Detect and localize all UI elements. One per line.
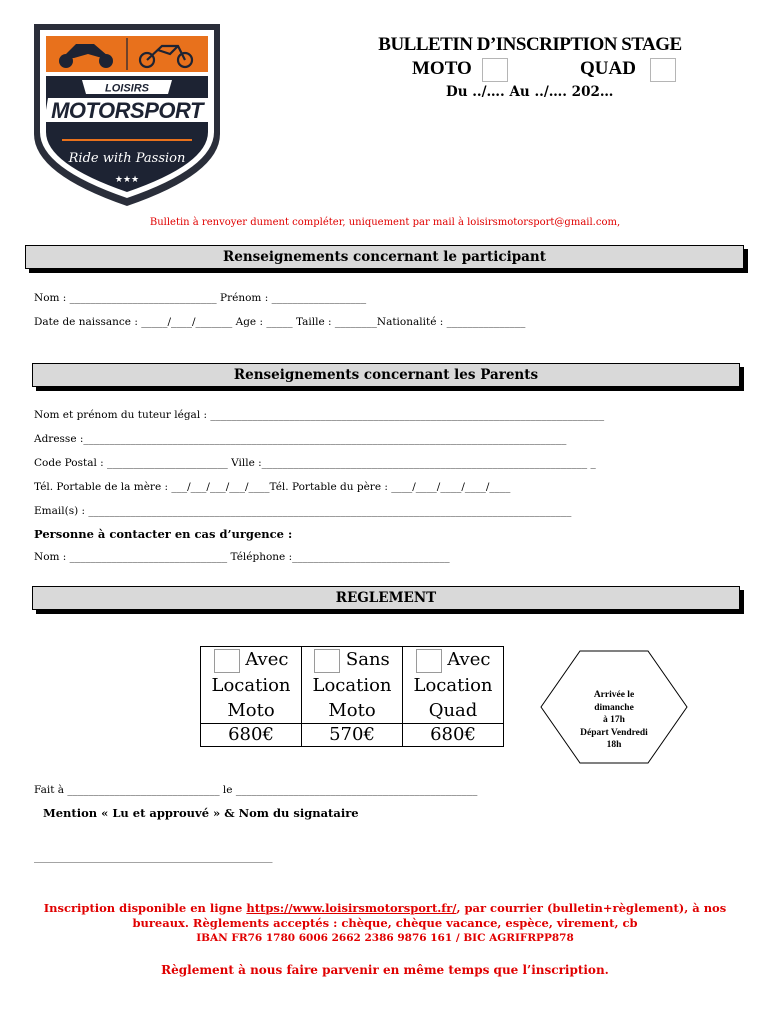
schedule-line: 18h: [606, 740, 622, 750]
option-line: Avec: [245, 649, 289, 670]
footer-online-text: Inscription disponible en ligne: [43, 901, 247, 915]
option-checkbox[interactable]: [214, 649, 240, 673]
moto-label: MOTO: [412, 58, 472, 79]
stage-dates: Du ../…. Au ../…. 202…: [446, 84, 614, 100]
quad-checkbox[interactable]: [650, 58, 676, 82]
option-moto-rental[interactable]: [201, 647, 302, 724]
website-link[interactable]: https://www.loisirsmotorsport.fr/: [246, 901, 457, 915]
moto-checkbox[interactable]: [482, 58, 508, 82]
price-cell: 680€: [201, 724, 302, 747]
payment-section-heading: REGLEMENT: [32, 586, 740, 610]
submission-notice: Bulletin à renvoyer dument compléter, uniquement par mail à loisirsmotorsport@gmail.com,: [149, 217, 621, 228]
footer-iban: IBAN FR76 1780 6006 2662 2386 9876 161 / BIC AGRIFRPP878: [196, 932, 574, 944]
approval-mention: Mention « Lu et approuvé » & Nom du signataire: [43, 806, 359, 820]
schedule-line: Départ Vendredi: [580, 727, 648, 738]
option-no-rental[interactable]: [302, 647, 403, 724]
pricing-table: [200, 646, 504, 747]
parents-section-heading: Renseignements concernant les Parents: [32, 363, 740, 387]
signature-line[interactable]: _____________________________________________________: [34, 853, 273, 863]
quad-label: QUAD: [580, 58, 636, 79]
option-line: Location: [211, 675, 291, 696]
logo-tagline: Ride with Passion: [68, 151, 186, 166]
price-cell: 680€: [403, 724, 504, 747]
price-cell: 570€: [302, 724, 403, 747]
loisirs-motorsport-logo: [22, 14, 232, 210]
schedule-text: [566, 689, 662, 752]
schedule-line: Arrivée le: [593, 690, 635, 700]
option-line: Sans: [345, 649, 390, 670]
footer-info: [20, 901, 750, 946]
footer-line-1: [20, 901, 750, 916]
phones-line[interactable]: Tél. Portable de la mère : ___/___/___/___/____Tél. Portable du père : ____/____/____/____/____: [34, 481, 511, 493]
option-line: Quad: [428, 700, 478, 721]
option-line: Avec: [447, 649, 491, 670]
logo-stars: ★★★: [114, 175, 140, 185]
guardian-name-line[interactable]: Nom et prénom du tuteur légal : ___________________________________________________________________________: [34, 409, 605, 421]
option-quad-rental[interactable]: [403, 647, 504, 724]
footer-line-2: bureaux. Règlements acceptés : chèque, chèque vacance, espèce, virement, cb: [132, 916, 638, 930]
participant-name-line[interactable]: Nom : ____________________________ Prénom : __________________: [34, 292, 367, 304]
option-checkbox[interactable]: [314, 649, 340, 673]
logo-brand: MOTORSPORT: [51, 98, 203, 123]
option-line: Moto: [328, 700, 376, 721]
email-line[interactable]: Email(s) : ____________________________________________________________________________________________: [34, 505, 572, 517]
emergency-contact-heading: Personne à contacter en cas d’urgence :: [34, 527, 293, 541]
participant-section-heading: Renseignements concernant le participant: [25, 245, 744, 269]
payment-reminder: Règlement à nous faire parvenir en même temps que l’inscription.: [161, 963, 609, 977]
schedule-line: à 17h: [603, 715, 625, 725]
option-line: Location: [312, 675, 392, 696]
participant-birth-line[interactable]: Date de naissance : _____/____/_______ Age : _____ Taille : ________Nationalité : _______________: [34, 316, 526, 328]
footer-mail-text: , par courrier (bulletin+règlement), à nos: [456, 901, 727, 915]
option-line: Location: [413, 675, 493, 696]
logo-top-text: LOISIRS: [104, 82, 150, 95]
schedule-line: dimanche: [594, 702, 634, 713]
option-checkbox[interactable]: [416, 649, 442, 673]
form-title: BULLETIN D’INSCRIPTION STAGE: [378, 34, 682, 55]
option-line: Moto: [227, 700, 275, 721]
emergency-contact-line[interactable]: Nom : ______________________________ Téléphone :______________________________: [34, 551, 450, 563]
place-date-line[interactable]: Fait à _____________________________ le ______________________________________________: [34, 784, 478, 796]
postal-city-line[interactable]: Code Postal : _______________________ Ville :______________________________________________________________ _: [34, 457, 596, 469]
address-line[interactable]: Adresse :____________________________________________________________________________________________: [34, 433, 567, 445]
